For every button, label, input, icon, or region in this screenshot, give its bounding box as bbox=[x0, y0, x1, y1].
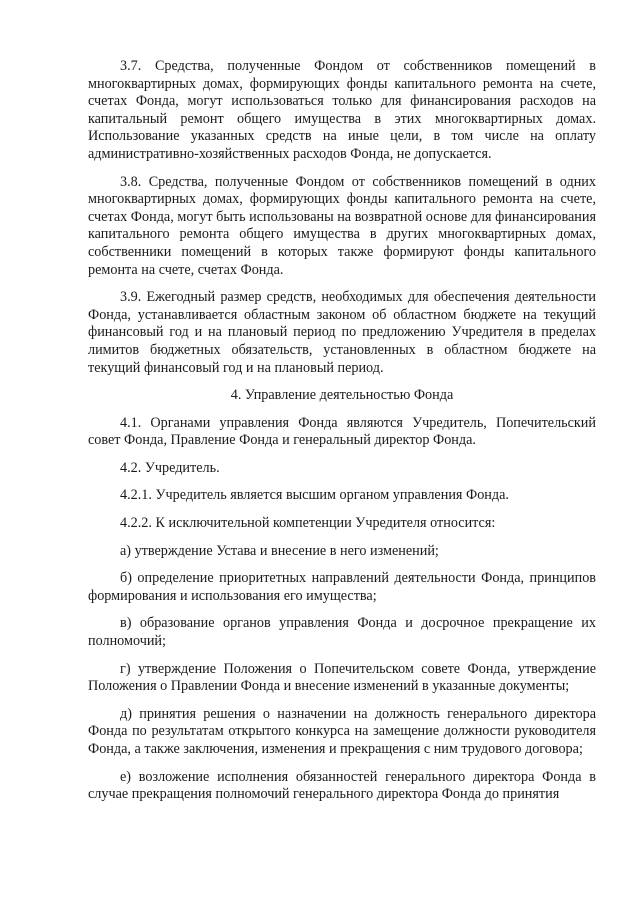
list-item-d: д) принятия решения о назначении на должность генерального директора Фонда по результатам открытого конкурса на замещение должности руководителя Фонда, а также заключения, изменения и прекращения с ним трудового договора; bbox=[88, 705, 596, 757]
list-item-g: г) утверждение Положения о Попечительском совете Фонда, утверждение Положения о Правлении Фонда и внесение изменений в указанные документы; bbox=[88, 660, 596, 695]
list-item-e: е) возложение исполнения обязанностей генерального директора Фонда в случае прекращения полномочий генерального директора Фонда до принятия bbox=[88, 768, 596, 803]
list-item-b: б) определение приоритетных направлений деятельности Фонда, принципов формирования и использования его имущества; bbox=[88, 570, 596, 604]
paragraph-4-1: 4.1. Органами управления Фонда являются Учредитель, Попечительский совет Фонда, Правление Фонда и генеральный директор Фонда. bbox=[88, 414, 596, 449]
document-body bbox=[88, 58, 596, 804]
paragraph-4-2-2: 4.2.2. К исключительной компетенции Учредителя относится: bbox=[120, 515, 496, 532]
list-item-v: в) образование органов управления Фонда и досрочное прекращение их полномочий; bbox=[88, 615, 596, 650]
paragraph-3-9: 3.9. Ежегодный размер средств, необходимых для обеспечения деятельности Фонда, устанавливается областным законом об областном бюджете на текущий финансовый год и на плановый период по предложению Учредителя в пределах лимитов бюджетных обязательств, установленных в областном бюджете на текущий финансовый год и на плановый период. bbox=[88, 289, 596, 376]
list-item-a: а) утверждение Устава и внесение в него изменений; bbox=[120, 542, 439, 559]
paragraph-4-2: 4.2. Учредитель. bbox=[120, 459, 220, 476]
section-heading: 4. Управление деятельностью Фонда bbox=[230, 387, 454, 404]
paragraph-3-7: 3.7. Средства, полученные Фондом от собственников помещений в многоквартирных домах, формирующих фонды капитального ремонта на счете, счетах Фонда, могут использоваться только для финансирования расходов на капитальный ремонт общего имущества в этих многоквартирных домах. Использование указанных средств на иные цели, в том числе на оплату административно-хозяйственных расходов Фонда, не допускается. bbox=[88, 58, 596, 162]
paragraph-4-2-1: 4.2.1. Учредитель является высшим органом управления Фонда. bbox=[120, 487, 509, 504]
paragraph-3-8: 3.8. Средства, полученные Фондом от собственников помещений в одних многоквартирных домах, формирующих фонды капитального ремонта на счете, счетах Фонда, могут быть использованы на возвратной основе для финансирования капитального ремонта общего имущества в других многоквартирных домах, собственники помещений в которых также формируют фонды капитального ремонта на счете, счетах Фонда. bbox=[88, 173, 596, 278]
